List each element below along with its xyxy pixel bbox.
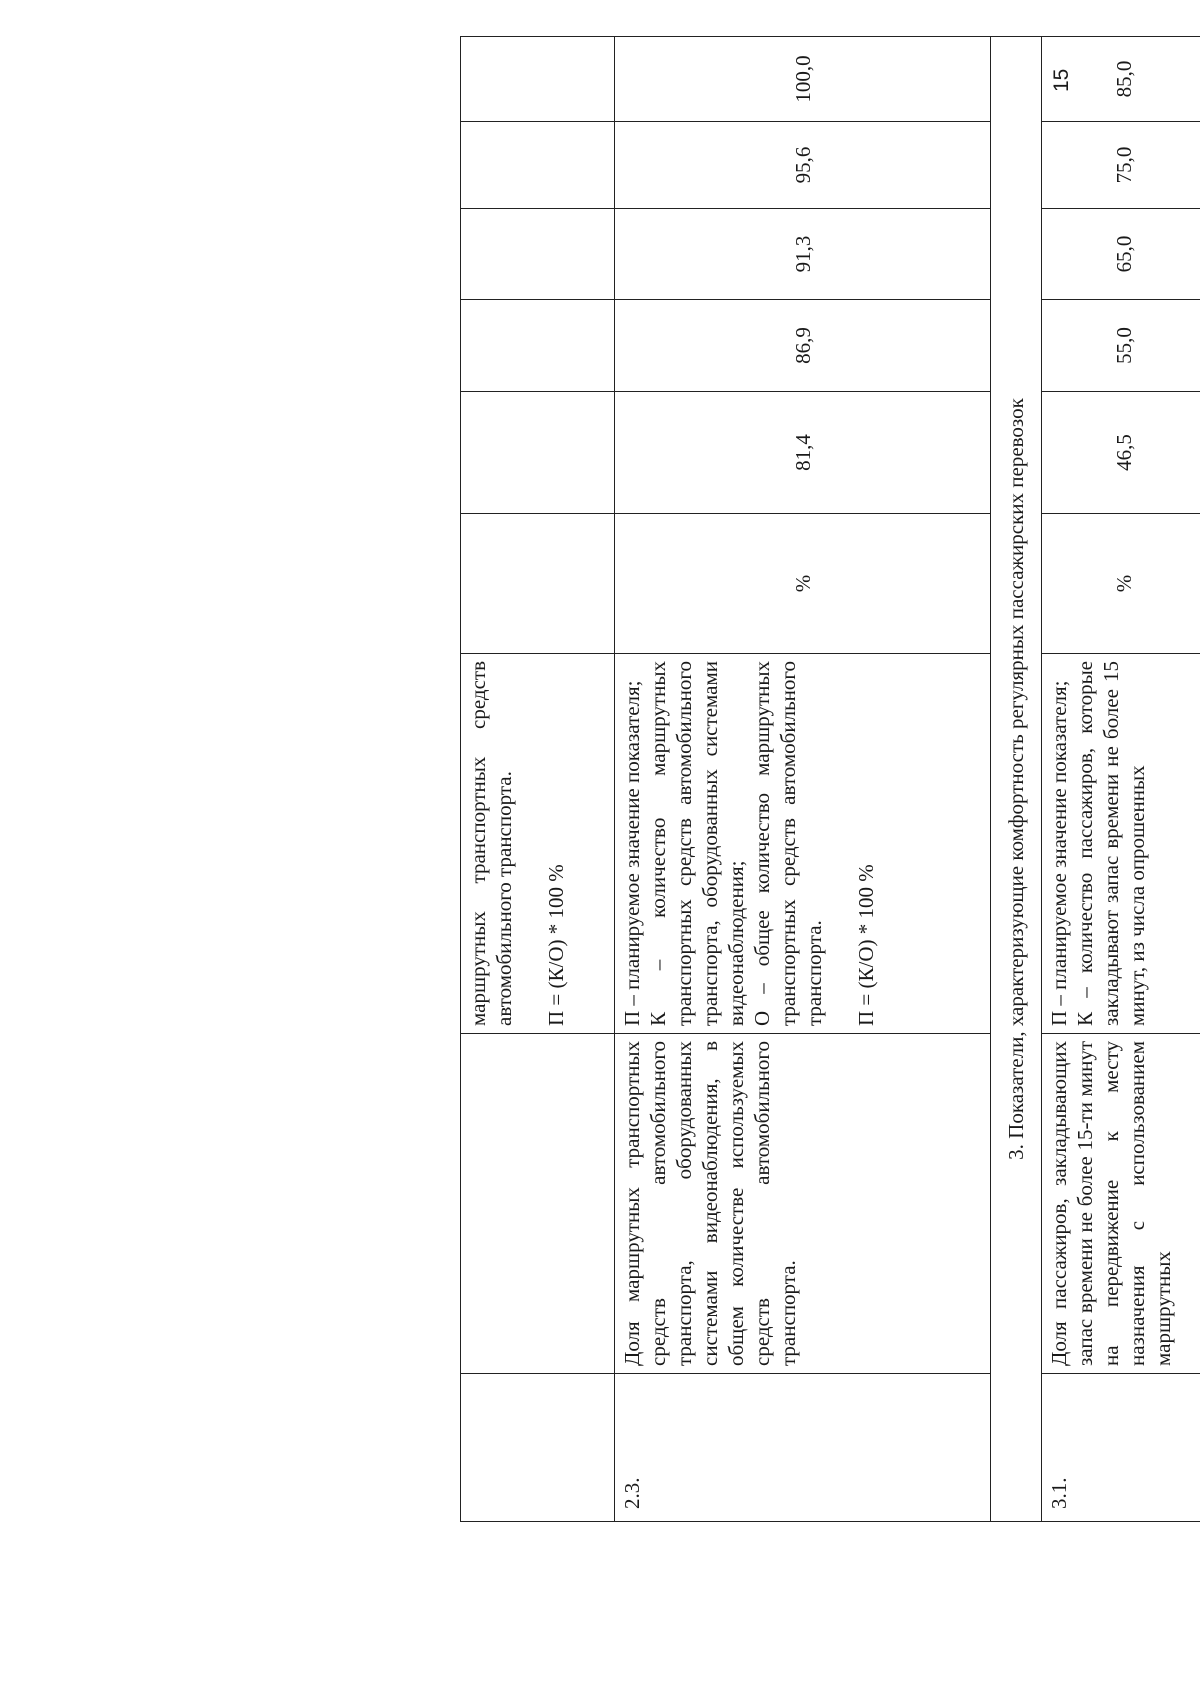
indicators-table (460, 36, 1200, 1522)
cell-value-empty (460, 37, 614, 122)
method-k-definition: К – количество маршрутных транспортных средств автомобильного транспорта, оборудованных системами видеонаблюдения; (645, 661, 748, 1026)
method-p-definition: П – планируемое значение показателя; (619, 680, 644, 1026)
cell-method-continuation (460, 654, 614, 1034)
table-row-continuation (460, 37, 614, 1522)
cell-calculation-method (1041, 654, 1200, 1034)
cell-indicator-name: Доля маршрутных транспортных средств автомобильного транспорта, оборудованных системами видеонаблюдения, в общем количестве используемых средств автомобильного транспорта. (614, 1034, 990, 1374)
table-row-3-1 (1041, 37, 1200, 1522)
cell-unit: % (1041, 514, 1200, 654)
cell-calculation-method (614, 654, 990, 1034)
cell-code: 2.3. (614, 1374, 990, 1522)
table-row-section-3 (990, 37, 1041, 1522)
cell-unit: % (614, 514, 990, 654)
cell-value-empty (460, 209, 614, 300)
cell-value-5: 85,0 (1041, 37, 1200, 122)
section-title: 3. Показатели, характеризующие комфортность регулярных пассажирских перевозок (990, 37, 1041, 1522)
cell-value-empty (460, 122, 614, 209)
cell-indicator-name: Доля пассажиров, закладывающих запас времени не более 15-ти минут на передвижение к месту назначения с использованием маршрутных (1041, 1034, 1200, 1374)
table-row-2-3 (614, 37, 990, 1522)
method-continuation-text: маршрутных транспортных средств автомобильного транспорта. (465, 661, 516, 1026)
rotated-table-wrapper (460, 55, 1197, 1522)
method-o-definition: О – общее количество маршрутных транспортных средств автомобильного транспорта. (749, 661, 826, 1026)
cell-value-2: 86,9 (614, 300, 990, 392)
page-number: 15 (1050, 68, 1073, 92)
method-k-definition: К – количество пассажиров, которые закладывают запас времени не более 15 минут, из числа опрошенных (1072, 661, 1149, 1026)
cell-value-1: 46,5 (1041, 392, 1200, 514)
formula-text: П = (К/О) * 100 % (543, 864, 568, 1026)
cell-value-2: 55,0 (1041, 300, 1200, 392)
cell-value-1: 81,4 (614, 392, 990, 514)
cell-value-5: 100,0 (614, 37, 990, 122)
cell-value-empty (460, 300, 614, 392)
cell-code-empty (460, 1374, 614, 1522)
cell-value-3: 91,3 (614, 209, 990, 300)
method-p-definition: П – планируемое значение показателя; (1046, 680, 1071, 1026)
cell-code: 3.1. (1041, 1374, 1200, 1522)
cell-value-empty (460, 392, 614, 514)
cell-unit-empty (460, 514, 614, 654)
cell-value-4: 95,6 (614, 122, 990, 209)
cell-name-empty (460, 1034, 614, 1374)
cell-value-4: 75,0 (1041, 122, 1200, 209)
cell-value-3: 65,0 (1041, 209, 1200, 300)
formula-text: П = (К/О) * 100 % (853, 864, 878, 1026)
